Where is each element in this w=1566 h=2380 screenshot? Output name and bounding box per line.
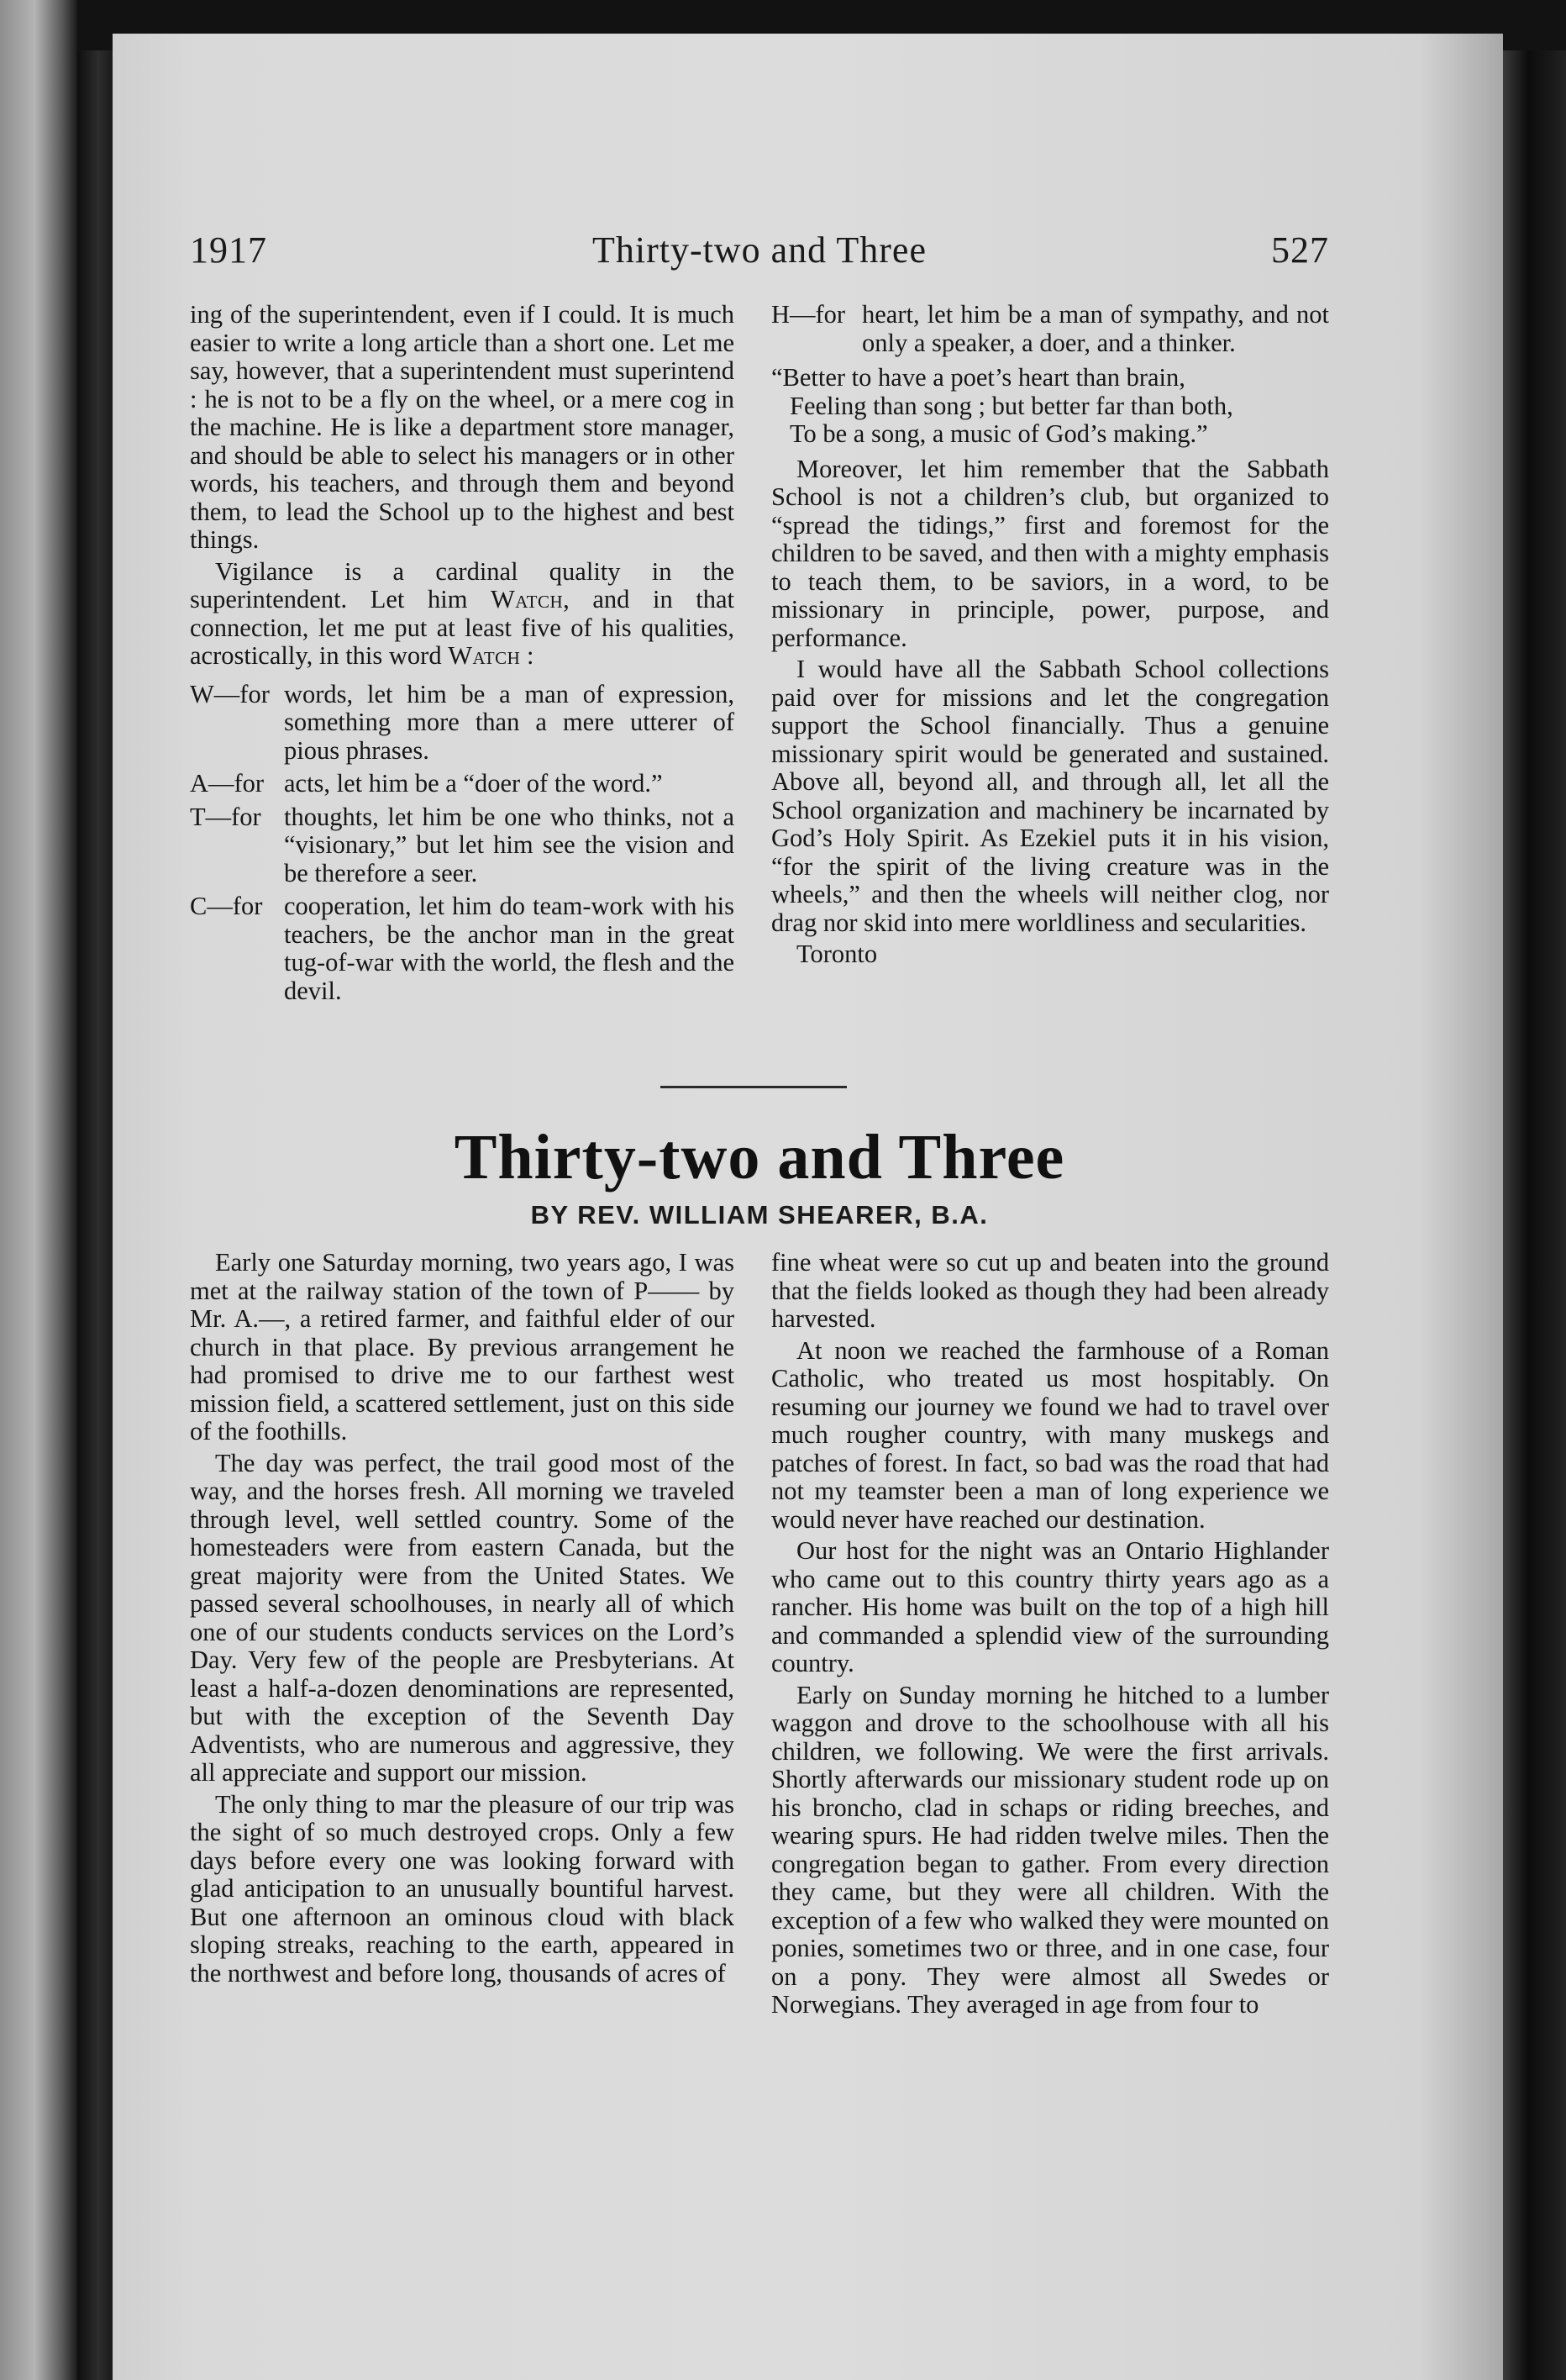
poem-line: “Better to have a poet’s heart than brain, [771, 363, 1185, 392]
top-left-column [190, 301, 734, 1010]
acrostic-text: cooperation, let him do team-work with his teachers, be the anchor man in the great tug-of-war with the world, the flesh and the devil. [284, 892, 734, 1005]
acrostic-text: heart, let him be a man of sympathy, and not only a speaker, a doer, and a thinker. [862, 300, 1329, 357]
text-run-small-caps: Watch [491, 585, 564, 613]
paragraph: Moreover, let him remember that the Sabbath School is not a children’s club, but organized to “spread the tidings,” first and foremost for the children to be saved, and then with a mighty emphasis to teach them, to be saviors, in a word, to be missionary in principle, power, purpose, and performance. [771, 454, 1329, 652]
poem-line: To be a song, a music of God’s making.” [790, 419, 1208, 448]
running-head-year: 1917 [190, 229, 267, 271]
paragraph: Our host for the night was an Ontario Highlander who came out to this country thirty years ago as a rancher. His home was built on the top of a high hill and commanded a splendid view of the surrounding country. [771, 1536, 1329, 1677]
article-byline: BY REV. WILLIAM SHEARER, B.A. [530, 1200, 989, 1229]
author-location: Toronto [796, 940, 878, 968]
text-run-small-caps: Watch [448, 641, 521, 670]
acrostic-text: thoughts, let him be one who thinks, not a “visionary,” but let him see the vision and be therefore a seer. [284, 802, 734, 887]
section-divider [660, 1086, 847, 1088]
acrostic-text: acts, let him be a “doer of the word.” [284, 769, 663, 798]
acrostic-letter: T—for [190, 802, 261, 831]
paragraph: The day was perfect, the trail good most of the way, and the horses fresh. All morning we traveled through level, well settled country. Some of the homesteaders were from eastern Canada, but the great majority were from the United States. We passed several schoolhouses, in nearly all of which one of our students conducts services on the Lord’s Day. Very few of the people are Presbyterians. At least a half-a-dozen denominations are represented, but with the exception of the Seventh Day Adventists, who are numerous and aggressive, they all appreciate and support our mission. [190, 1448, 734, 1787]
paragraph: fine wheat were so cut up and beaten into the ground that the fields looked as though they had been already harvested. [771, 1248, 1329, 1333]
bottom-right-column [771, 1249, 1329, 2023]
scan-left-margin [0, 0, 77, 2380]
acrostic-item [190, 893, 734, 1005]
text-run: Vigilance is a cardinal quality in the superintendent. Let him [190, 556, 734, 613]
paragraph: The only thing to mar the pleasure of our trip was the sight of so much destroyed crops. Only a few days before every one was looking forward with glad anticipation to an unusually bountiful harvest. But one afternoon an ominous cloud with black sloping streaks, reaching to the earth, appeared in the northwest and before long, thousands of acres of [190, 1789, 734, 1988]
acrostic-item [190, 803, 734, 888]
running-head-title: Thirty-two and Three [592, 229, 927, 271]
acrostic-text: words, let him be a man of expression, something more than a mere utterer of pious phrases. [284, 679, 734, 765]
poem-quote [771, 364, 1329, 449]
paragraph: I would have all the Sabbath School collections paid over for missions and let the congregation support the School financially. Thus a genuine missionary spirit would be generated and sustained. Above all, beyond all, and through all, let all the School organization and machinery be incarnated by God’s Holy Spirit. As Ezekiel puts it in his vision, “for the spirit of the living creature was in the wheels,” and then the wheels will neither clog, nor drag nor skid into mere worldliness and secularities. [771, 655, 1329, 937]
text-run: , and in that connection, let me put at least five of his qualities, acrostically, in this word [190, 585, 735, 670]
text-run: : [520, 641, 534, 670]
bottom-left-column [190, 1249, 734, 1991]
article-title: Thirty-two and Three [454, 1122, 1065, 1193]
page-number: 527 [1271, 229, 1329, 271]
top-right-column [771, 301, 1329, 972]
paragraph: Early one Saturday morning, two years ago, I was met at the railway station of the town of P—— by Mr. A.—, a retired farmer, and faithful elder of our church in that place. By previous arrangement he had promised to drive me to our farthest west mission field, a scattered settlement, just on this side of the foothills. [190, 1248, 734, 1445]
page-edge-shadow [1503, 50, 1566, 2380]
acrostic-letter: H—for [771, 300, 846, 329]
paragraph [190, 558, 734, 671]
running-head [190, 229, 1329, 296]
acrostic-item [190, 770, 734, 798]
acrostic-letter: C—for [190, 892, 263, 920]
paragraph: At noon we reached the farmhouse of a Roman Catholic, who treated us most hospitably. On resuming our journey we found we had to travel over much rougher country, with many muskegs and patches of forest. In fact, so bad was the road that had not my teamster been a man of long experience we would never have reached our destination. [771, 1335, 1329, 1534]
paragraph: ing of the superintendent, even if I could. It is much easier to write a long article than a short one. Let me say, however, that a superintendent must superintend : he is not to be a fly on the wheel, or a mere cog in the machine. He is like a department store manager, and should be able to select his managers or in other words, his teachers, and through them and beyond them, to lead the School up to the highest and best things. [190, 300, 734, 554]
acrostic-letter: A—for [190, 769, 265, 798]
acrostic-letter: W—for [190, 679, 270, 708]
acrostic-item [771, 301, 1329, 357]
acrostic-item [190, 681, 734, 766]
book-spine-shadow [77, 50, 113, 2380]
paragraph: Early on Sunday morning he hitched to a lumber waggon and drove to the schoolhouse with all his children, we following. We were the first arrivals. Shortly afterwards our missionary student rode up on his broncho, clad in schaps or riding breeches, and wearing spurs. He had ridden twelve miles. Then the congregation began to gather. From every direction they came, but they were all children. With the exception of a few who walked they were mounted on ponies, sometimes two or three, and in one case, four on a pony. They were almost all Swedes or Norwegians. They averaged in age from four to [771, 1680, 1329, 2019]
poem-line: Feeling than song ; but better far than both, [790, 391, 1233, 420]
